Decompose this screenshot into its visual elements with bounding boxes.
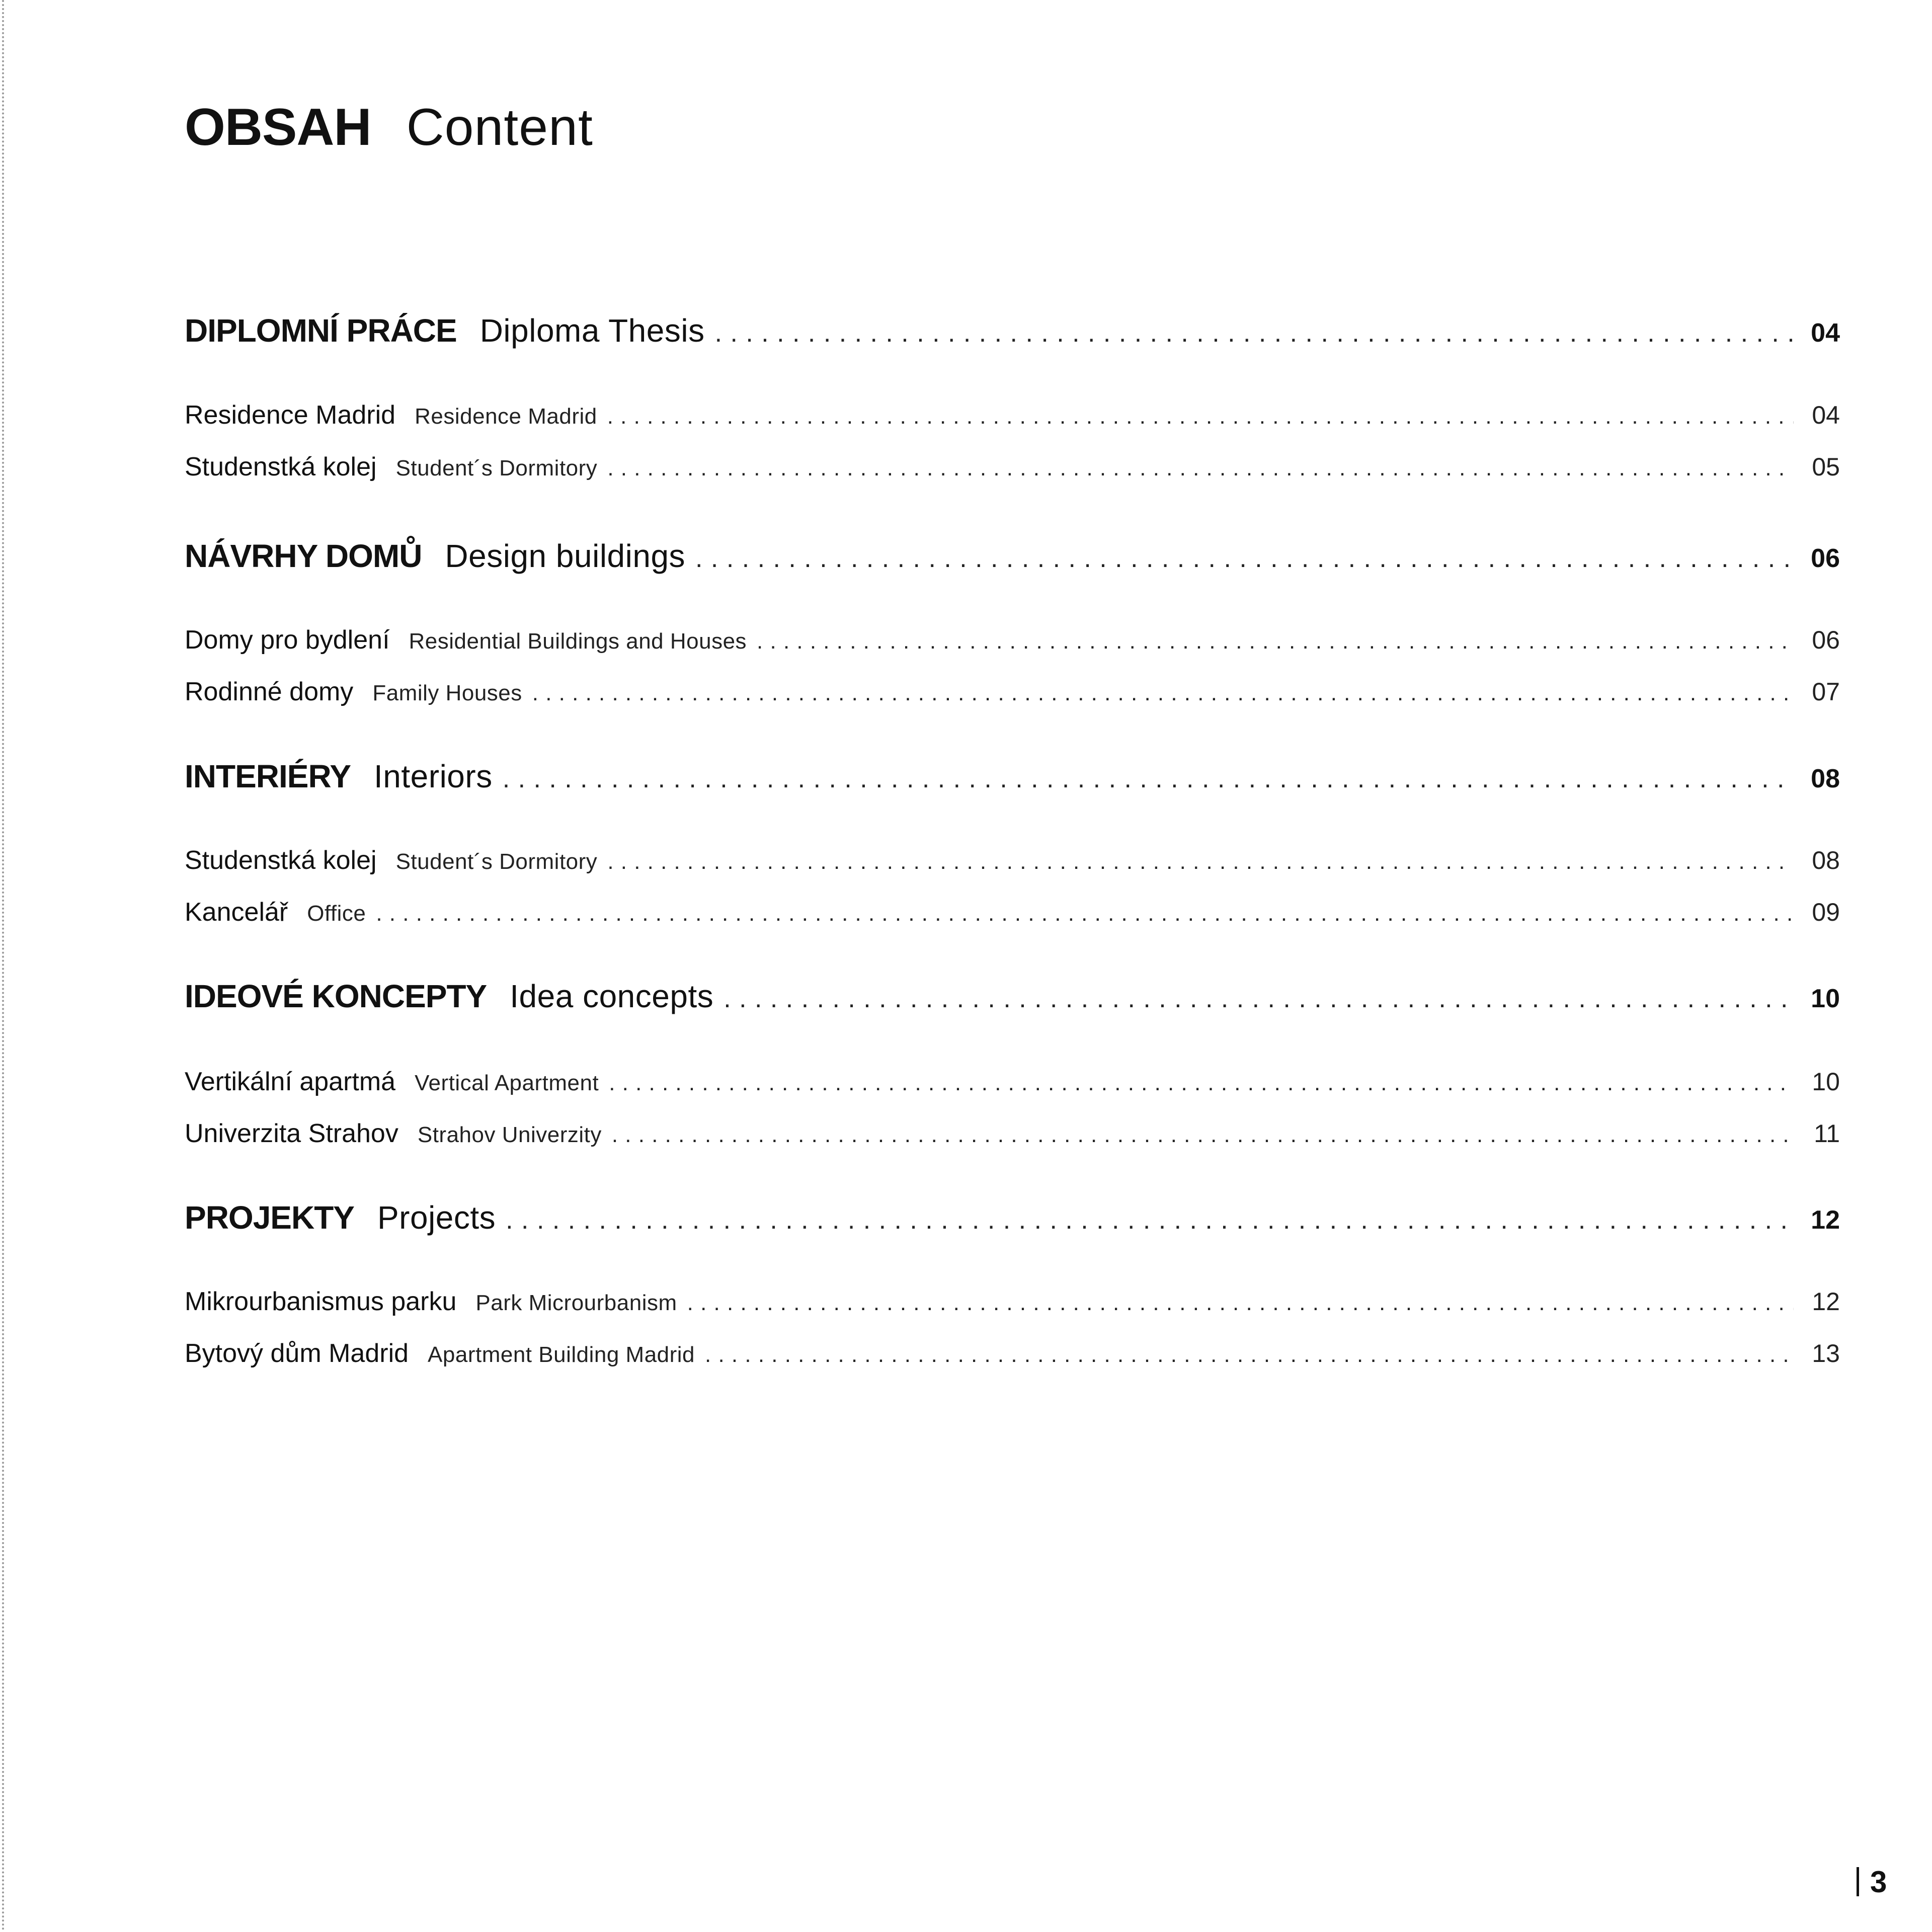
item-page-number: 05 — [1812, 453, 1840, 481]
page-title-en: Content — [406, 98, 593, 156]
toc-item-office[interactable] — [185, 897, 1840, 932]
dot-leader — [757, 629, 1794, 654]
folio-divider — [1857, 1867, 1859, 1896]
item-title-cs: Studenstká kolej — [185, 452, 377, 481]
dot-leader — [607, 456, 1794, 481]
item-page-number: 12 — [1812, 1287, 1840, 1316]
item-title-en: Apartment Building Madrid — [428, 1342, 695, 1367]
page-title — [185, 95, 593, 160]
item-page-number: 11 — [1814, 1119, 1840, 1148]
item-title-cs: Bytový dům Madrid — [185, 1339, 409, 1368]
folio — [1857, 1862, 1887, 1902]
item-title-cs: Studenstká kolej — [185, 846, 377, 875]
section-page-number: 08 — [1811, 764, 1840, 793]
item-page-number: 09 — [1812, 898, 1840, 926]
toc-item-residential-buildings[interactable] — [185, 625, 1840, 660]
item-title-en: Residence Madrid — [415, 404, 597, 429]
item-title-cs: Mikrourbanismus parku — [185, 1287, 457, 1316]
item-title-en: Residential Buildings and Houses — [409, 629, 747, 654]
item-title-en: Office — [307, 901, 366, 926]
section-title-en: Interiors — [374, 758, 493, 794]
section-title-en: Design buildings — [445, 538, 686, 574]
section-title-cs: DIPLOMNÍ PRÁCE — [185, 312, 457, 349]
item-title-en: Park Microurbanism — [475, 1291, 677, 1315]
item-page-number: 08 — [1812, 846, 1840, 874]
toc-section-projects[interactable] — [185, 1199, 1840, 1249]
toc-section-diploma-thesis[interactable] — [185, 312, 1840, 362]
toc-item-students-dormitory[interactable] — [185, 452, 1840, 487]
item-title-cs: Rodinné domy — [185, 677, 354, 706]
dot-leader — [609, 1071, 1794, 1096]
item-title-cs: Univerzita Strahov — [185, 1119, 398, 1148]
toc-item-strahov-university[interactable] — [185, 1118, 1840, 1154]
item-title-cs: Residence Madrid — [185, 400, 396, 430]
toc-section-idea-concepts[interactable] — [185, 978, 1840, 1028]
section-page-number: 12 — [1811, 1205, 1840, 1235]
dot-leader — [695, 543, 1794, 574]
section-title-en: Diploma Thesis — [479, 312, 705, 349]
section-title-cs: NÁVRHY DOMŮ — [185, 538, 422, 574]
section-page-number: 10 — [1811, 984, 1840, 1013]
dot-leader — [715, 318, 1794, 348]
section-page-number: 06 — [1811, 544, 1840, 573]
dot-leader — [612, 1122, 1794, 1148]
section-title-en: Projects — [377, 1199, 496, 1236]
item-title-cs: Vertikální apartmá — [185, 1067, 396, 1096]
toc-section-design-buildings[interactable] — [185, 537, 1840, 588]
dot-leader — [687, 1291, 1794, 1316]
item-title-en: Family Houses — [372, 681, 522, 705]
toc-item-residence-madrid[interactable] — [185, 400, 1840, 435]
section-title-en: Idea concepts — [510, 978, 714, 1014]
item-page-number: 07 — [1812, 678, 1840, 706]
section-page-number: 04 — [1811, 318, 1840, 348]
toc-item-vertical-apartment[interactable] — [185, 1067, 1840, 1102]
item-page-number: 04 — [1812, 401, 1840, 429]
dot-leader — [723, 984, 1794, 1014]
binding-edge — [2, 0, 4, 1932]
toc-item-students-dormitory-interior[interactable] — [185, 845, 1840, 880]
section-title-cs: INTERIÉRY — [185, 758, 351, 794]
toc-item-family-houses[interactable] — [185, 677, 1840, 712]
item-page-number: 10 — [1812, 1068, 1840, 1096]
toc-item-park-microurbanism[interactable] — [185, 1286, 1840, 1322]
item-title-en: Student´s Dormitory — [395, 456, 598, 480]
item-title-cs: Kancelář — [185, 898, 288, 927]
dot-leader — [607, 849, 1794, 874]
page-title-cs: OBSAH — [185, 98, 371, 156]
dot-leader — [503, 764, 1794, 794]
dot-leader — [532, 681, 1794, 706]
item-title-en: Vertical Apartment — [415, 1071, 599, 1095]
folio-number: 3 — [1870, 1865, 1887, 1899]
dot-leader — [607, 404, 1794, 429]
toc-section-interiors[interactable] — [185, 758, 1840, 808]
item-page-number: 06 — [1812, 626, 1840, 654]
section-title-cs: IDEOVÉ KONCEPTY — [185, 978, 487, 1014]
dot-leader — [705, 1342, 1794, 1367]
dot-leader — [506, 1205, 1794, 1235]
dot-leader — [376, 901, 1794, 926]
item-page-number: 13 — [1812, 1339, 1840, 1367]
toc-item-apartment-building-madrid[interactable] — [185, 1338, 1840, 1374]
section-title-cs: PROJEKTY — [185, 1199, 354, 1236]
item-title-en: Student´s Dormitory — [395, 849, 598, 874]
item-title-cs: Domy pro bydlení — [185, 625, 390, 655]
item-title-en: Strahov Univerzity — [417, 1122, 602, 1147]
